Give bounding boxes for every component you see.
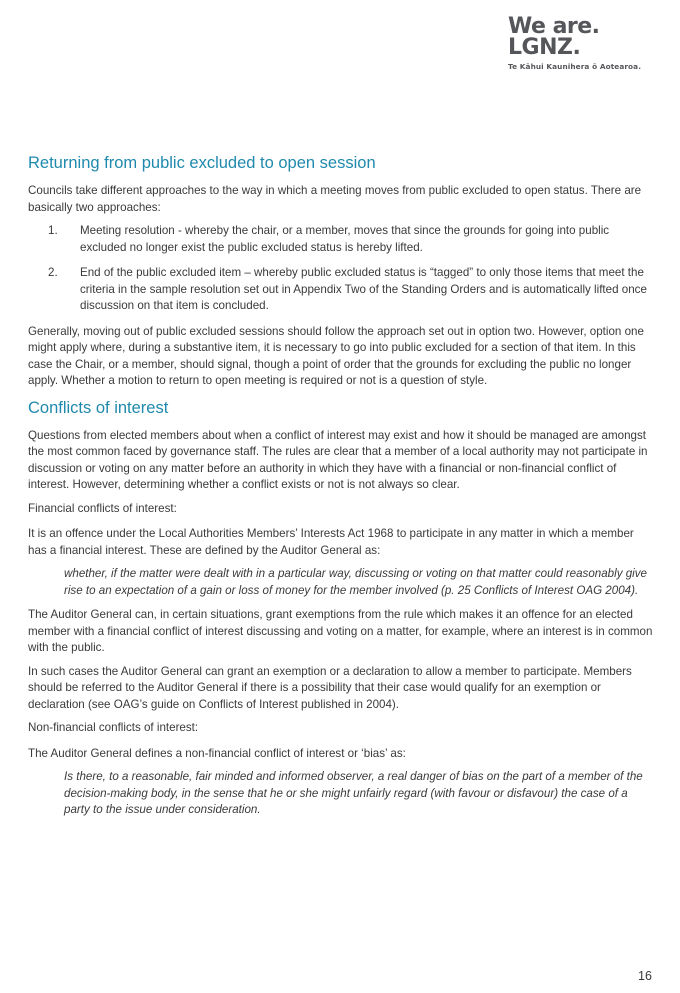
approaches-list — [28, 223, 654, 315]
heading-returning-open-session: Returning from public excluded to open session — [28, 154, 376, 172]
logo-tagline: Te Kāhui Kaunihera ō Aotearoa. — [508, 62, 642, 71]
subheading-financial-conflicts: Financial conflicts of interest: — [28, 501, 177, 515]
page-content — [28, 152, 654, 827]
list-item-number: 2. — [48, 266, 58, 279]
list-item-number: 1. — [48, 224, 58, 237]
paragraph-financial-declaration: In such cases the Auditor General can grant an exemption or a declaration to allow a member to participate. Members should be referred to the Auditor General if there is a possibility that their case would qualify for an exemption or declaration (see OAG’s guide on Conflicts of Interest published in 2004). — [28, 664, 632, 711]
paragraph-approaches-intro: Councils take different approaches to the way in which a meeting moves from public excluded to open status. There are basically two approaches: — [28, 184, 642, 214]
list-item-text: End of the public excluded item – whereby public excluded status is “tagged” to only those items that meet the criteria in the sample resolution set out in Appendix Two of the Standing Orders and is automatically lifted once discussion on that item is concluded. — [80, 266, 647, 312]
subheading-nonfinancial-conflicts: Non-financial conflicts of interest: — [28, 721, 199, 734]
lgnz-logo — [508, 16, 668, 71]
quote-financial-definition: whether, if the matter were dealt with in a particular way, discussing or voting on that matter could reasonably give rise to an expectation of a gain or loss of money for the member involved (p. 25 Conflicts of Interest OAG 2004). — [64, 567, 647, 597]
paragraph-financial-offence: It is an offence under the Local Authorities Members’ Interests Act 1968 to participate in any matter in which a member has a financial interest. These are defined by the Auditor General as: — [28, 527, 634, 557]
quote-bias-definition: Is there, to a reasonable, fair minded and informed observer, a real danger of bias on the part of a member of the decision-making body, in the sense that he or she might unfairly regard (with favour or disfavour) the case of a party to the issue under consideration. — [64, 770, 643, 816]
logo-line-1: We are. — [508, 14, 600, 39]
heading-conflicts-of-interest: Conflicts of interest — [28, 398, 169, 417]
paragraph-bias-definition-intro: The Auditor General defines a non-financial conflict of interest or ‘bias’ as: — [28, 746, 406, 760]
list-item — [28, 265, 654, 315]
list-item — [28, 223, 654, 256]
logo-line-2: LGNZ. — [508, 35, 581, 60]
paragraph-approaches-closing: Generally, moving out of public excluded sessions should follow the approach set out in option two. However, option one might apply where, during a substantive item, it is necessary to go into public excluded for a section of that item. In this case the Chair, or a member, should signal, though a point of order that the grounds for excluding the public no longer apply. Whether a motion to return to open meeting is required or not is a question of style. — [28, 324, 644, 387]
page-number: 16 — [638, 969, 652, 983]
paragraph-financial-exemptions: The Auditor General can, in certain situations, grant exemptions from the rule which makes it an offence for an elected member with a financial conflict of interest discussing and voting on a matter, for example, where an interest is in common with the public. — [28, 608, 653, 654]
paragraph-conflicts-intro: Questions from elected members about when a conflict of interest may exist and how it should be managed are amongst the most common faced by governance staff. The rules are clear that a member of a local authority may not participate in discussion or voting on any matter before an authority in which they have with a financial or non-financial conflict of interest. However, determining whether a conflict exists or not is not always so clear. — [28, 428, 648, 491]
list-item-text: Meeting resolution - whereby the chair, or a member, moves that since the grounds for going into public excluded no longer exist the public excluded status is hereby lifted. — [80, 224, 610, 254]
